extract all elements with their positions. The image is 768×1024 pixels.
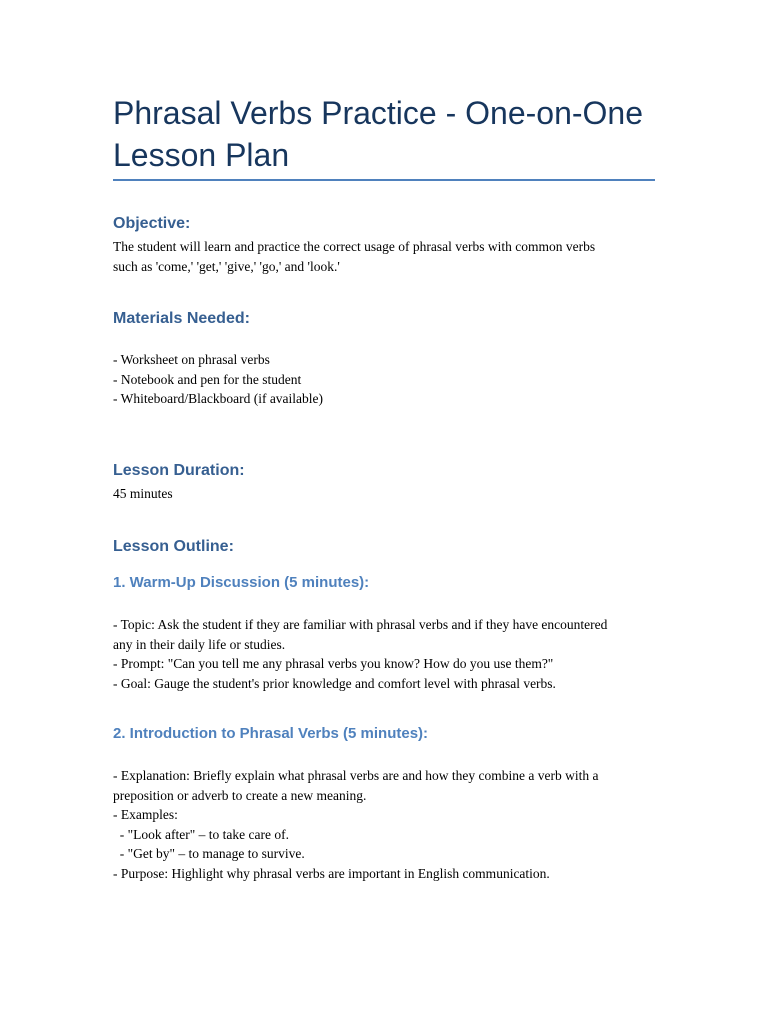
materials-heading: Materials Needed: xyxy=(113,310,250,327)
section-heading-warm-up: 1. Warm-Up Discussion (5 minutes): xyxy=(113,574,370,591)
objective-heading: Objective: xyxy=(113,215,191,232)
materials-list xyxy=(113,350,658,409)
section-heading-introduction: 2. Introduction to Phrasal Verbs (5 minutes): xyxy=(113,725,429,742)
section-body-warm-up xyxy=(113,615,658,693)
outline-heading: Lesson Outline: xyxy=(113,538,234,555)
section-line: - Explanation: Briefly explain what phrasal verbs are and how they combine a verb with a xyxy=(113,768,599,783)
list-item: - Notebook and pen for the student xyxy=(113,371,302,387)
section-line: any in their daily life or studies. xyxy=(113,636,286,652)
objective-line: The student will learn and practice the correct usage of phrasal verbs with common verbs xyxy=(113,239,596,254)
objective-text xyxy=(113,237,658,276)
section-line: - "Get by" – to manage to survive. xyxy=(113,846,305,861)
section-line: - Examples: xyxy=(113,807,178,822)
duration-text xyxy=(113,484,658,504)
list-item: - Whiteboard/Blackboard (if available) xyxy=(113,391,324,406)
list-item: - Worksheet on phrasal verbs xyxy=(113,352,270,367)
section-line: - Prompt: "Can you tell me any phrasal verbs you know? How do you use them?" xyxy=(113,656,554,671)
duration-value: 45 minutes xyxy=(113,486,173,501)
section-line: preposition or adverb to create a new meaning. xyxy=(113,787,367,803)
section-line: - "Look after" – to take care of. xyxy=(113,826,289,842)
duration-heading: Lesson Duration: xyxy=(113,462,245,479)
section-line: - Purpose: Highlight why phrasal verbs are important in English communication. xyxy=(113,865,550,881)
title-underline xyxy=(113,179,655,181)
document-title: Phrasal Verbs Practice - One-on-One Lesson Plan xyxy=(113,95,644,173)
section-line: - Topic: Ask the student if they are familiar with phrasal verbs and if they have encountered xyxy=(113,617,608,632)
section-body-introduction xyxy=(113,766,658,883)
section-line: - Goal: Gauge the student's prior knowledge and comfort level with phrasal verbs. xyxy=(113,675,556,691)
objective-line: such as 'come,' 'get,' 'give,' 'go,' and 'look.' xyxy=(113,258,340,274)
